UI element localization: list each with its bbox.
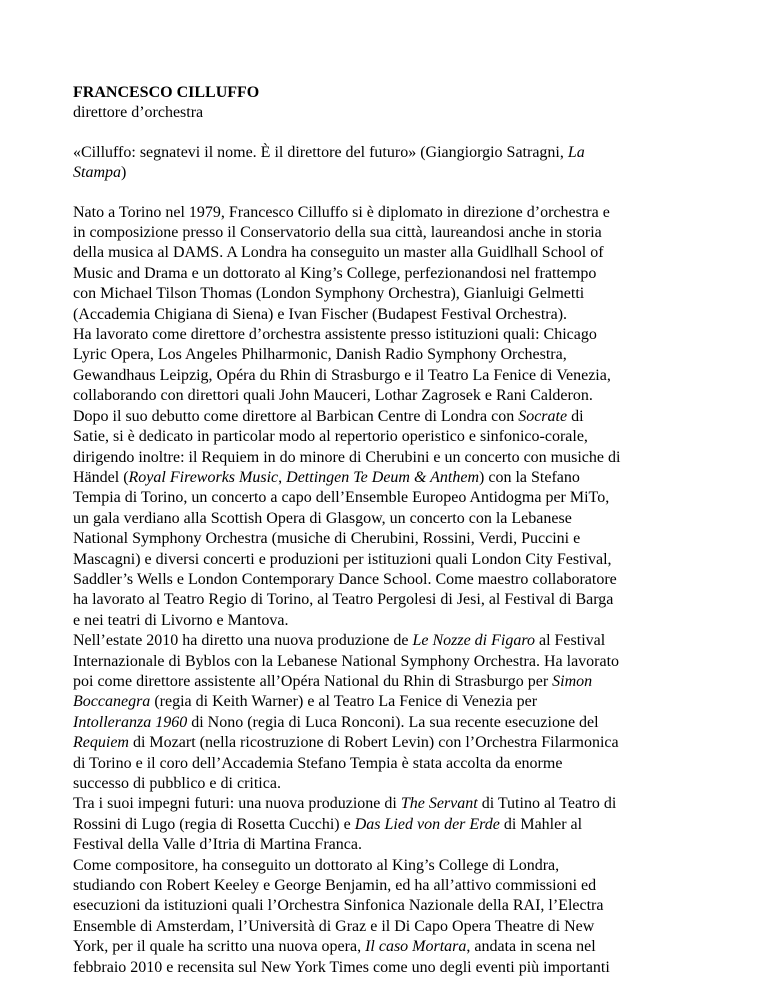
bio-line: dirigendo inoltre: il Requiem in do minore di Cherubini e un concerto con musiche di [73,448,621,466]
bio-line: di Torino e il coro dell’Accademia Stefano Tempia è stata accolta da enorme [73,754,563,772]
press-quote [73,143,693,184]
artist-name: FRANCESCO CILLUFFO [73,84,260,101]
bio-line: Dopo il suo debutto come direttore al Barbican Centre di Londra con Socrate di [73,407,584,425]
bio-line: Nato a Torino nel 1979, Francesco Cilluffo si è diplomato in direzione d’orchestra e [73,203,610,221]
bio-line: studiando con Robert Keeley e George Benjamin, ed ha all’attivo commissioni ed [73,877,597,895]
bio-line: poi come direttore assistente all’Opéra National du Rhin di Strasburgo per Simon [73,672,593,690]
bio-line: Saddler’s Wells e London Contemporary Dance School. Come maestro collaboratore [73,570,617,588]
bio-line: Lyric Opera, Los Angeles Philharmonic, Danish Radio Symphony Orchestra, [73,346,567,364]
bio-line: Satie, si è dedicato in particolar modo al repertorio operistico e sinfonico-corale, [73,428,588,446]
bio-line: della musica al DAMS. A Londra ha conseguito un master alla Guidlhall School of [73,244,604,262]
bio-line: esecuzioni da istituzioni quali l’Orchestra Sinfonica Nazionale della RAI, l’Electra [73,897,604,915]
bio-line: Tra i suoi impegni futuri: una nuova produzione di The Servant di Tutino al Teatro di [73,795,617,813]
bio-line: Intolleranza 1960 di Nono (regia di Luca Ronconi). La sua recente esecuzione del [73,713,599,731]
bio-line: Ensemble di Amsterdam, l’Università di Graz e il Di Capo Opera Theatre di New [73,917,595,935]
bio-line: Rossini di Lugo (regia di Rosetta Cucchi) e Das Lied von der Erde di Mahler al [73,815,583,833]
bio-line: un gala verdiano alla Scottish Opera di Glasgow, un concerto con la Lebanese [73,509,572,527]
bio-line: Tempia di Torino, un concerto a capo dell’Ensemble Europeo Antidogma per MiTo, [73,489,610,507]
bio-line: National Symphony Orchestra (musiche di Cherubini, Rossini, Verdi, Puccini e [73,530,581,548]
bio-line: successo di pubblico e di critica. [73,775,281,792]
bio-line: Händel (Royal Fireworks Music, Dettingen Te Deum & Anthem) con la Stefano [73,468,580,486]
header-block [73,83,693,124]
quote-line-2: Stampa) [73,164,127,182]
bio-line: Nell’estate 2010 ha diretto una nuova produzione de Le Nozze di Figaro al Festival [73,632,606,650]
bio-line: ha lavorato al Teatro Regio di Torino, al Teatro Pergolesi di Jesi, al Festival di Barga [73,591,614,609]
bio-line: Requiem di Mozart (nella ricostruzione di Robert Levin) con l’Orchestra Filarmonica [73,734,619,752]
biography [73,203,693,978]
bio-line: febbraio 2010 e recensita sul New York Times come uno degli eventi più importanti [73,958,610,976]
bio-line: Festival della Valle d’Itria di Martina Franca. [73,836,362,854]
bio-line: in composizione presso il Conservatorio della sua città, laureandosi anche in storia [73,224,602,242]
bio-line: e nei teatri di Livorno e Mantova. [73,611,289,629]
bio-line: collaborando con direttori quali John Mauceri, Lothar Zagrosek e Rani Calderon. [73,387,593,405]
bio-line: York, per il quale ha scritto una nuova opera, Il caso Mortara, andata in scena nel [73,938,596,956]
bio-line: Gewandhaus Leipzig, Opéra du Rhin di Strasburgo e il Teatro La Fenice di Venezia, [73,366,611,384]
artist-role: direttore d’orchestra [73,104,204,122]
bio-line: Boccanegra (regia di Keith Warner) e al Teatro La Fenice di Venezia per [73,693,538,711]
bio-line: Come compositore, ha conseguito un dottorato al King’s College di Londra, [73,856,560,874]
bio-line: Music and Drama e un dottorato al King’s College, perfezionandosi nel frattempo [73,264,597,282]
quote-line-1: «Cilluffo: segnatevi il nome. È il direttore del futuro» (Giangiorgio Satragni, La [73,143,585,161]
bio-line: Internazionale di Byblos con la Lebanese National Symphony Orchestra. Ha lavorato [73,652,620,670]
bio-line: con Michael Tilson Thomas (London Symphony Orchestra), Gianluigi Gelmetti [73,285,585,303]
bio-line: Ha lavorato come direttore d’orchestra assistente presso istituzioni quali: Chicago [73,326,597,344]
bio-line: Mascagni) e diversi concerti e produzioni per istituzioni quali London City Festival, [73,550,612,568]
document-body [73,83,693,978]
bio-line: (Accademia Chigiana di Siena) e Ivan Fischer (Budapest Festival Orchestra). [73,305,568,323]
